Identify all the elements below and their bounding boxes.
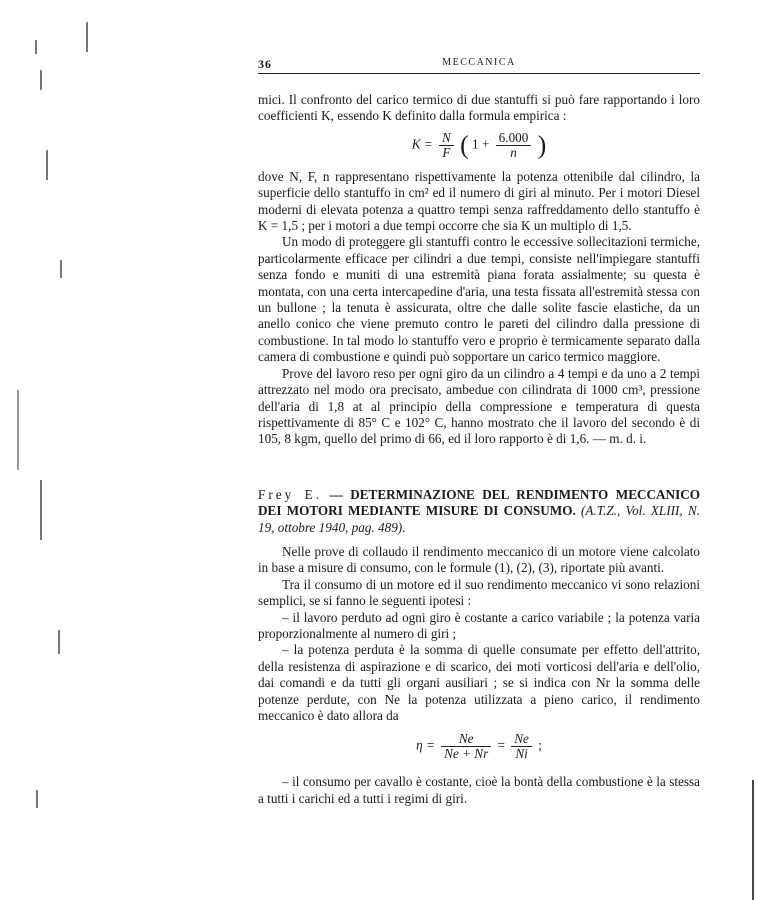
article-author: Frey E. — [258, 487, 323, 502]
formula-k-fraction: $\frac{N}{F}$ — [439, 131, 454, 160]
paragraph-tests: Prove del lavoro reso per ogni giro da un cilindro a 4 tempi e da uno a 2 tempi attrezzato nel modo ora precisato, ambedue con cilindrata di 1000 cm³, pressione dell'aria di 1,8 at al principio della compressione e temperatura di questa rispettivamente di 85° C e 102° C, hanno mostrato che il lavoro del secondo è di 105, 8 kgm, quello del primo di 66, ed il loro rapporto è di 1,6. — m. d. i. — [258, 365, 700, 447]
scan-mark — [46, 150, 48, 180]
article-heading — [258, 487, 700, 536]
page-edge — [752, 780, 754, 900]
formula-k: K = $\frac{N}{F}$ ( 1 + $\frac{6.000}{n}$ ) — [411, 129, 547, 160]
paragraph-protection: Un modo di proteggere gli stantuffi contro le eccessive sollecitazioni termiche, particolarmente efficace per cilindri a due tempi, consiste nell'impiegare stantuffi senza fondo e muniti di una estremità piana forata assialmente; su questa è montata, con una certa intercapedine d'aria, una testa fissata all'estremità stessa con un bullone ; la tenuta è assicurata, oltre che dalle solite fascie elastiche, da un anello conico che viene premuto contro le pareti del cilindro dalla pressione di combustione. In tal modo lo stantuffo vero e proprio è termicamente separato dalla camera di combustione e quindi può sopportare un carico termico maggiore. — [258, 234, 700, 365]
paragraph-relations: Tra il consumo di un motore ed il suo rendimento meccanico vi sono relazioni semplici, se si fanno le seguenti ipotesi : — [258, 576, 700, 609]
scan-mark — [58, 630, 60, 654]
text-block-1 — [258, 92, 700, 448]
text-block-2 — [258, 544, 700, 807]
scan-mark — [36, 790, 38, 808]
paragraph-collaudo: Nelle prove di collaudo il rendimento meccanico di un motore viene calcolato in base a misure di consumo, con le formule (1), (2), (3), riportate più avanti. — [258, 544, 700, 576]
scan-mark — [35, 40, 37, 54]
formula-k-lhs: K = — [411, 136, 433, 152]
paragraph-hypothesis-1: – il lavoro perduto ad ogni giro è costante a carico variabile ; la potenza varia proporzionalmente al numero di giri ; — [258, 609, 700, 642]
scan-mark — [17, 390, 19, 470]
paragraph-intro: mici. Il confronto del carico termico di due stantuffi si può fare rapportando i loro coefficienti K, essendo K definito dalla formula empirica : — [258, 92, 700, 124]
article-title: — DETERMINAZIONE DEL RENDIMENTO MECCANICO DEI MOTORI MEDIANTE MISURE DI CONSUMO. — [258, 487, 700, 519]
scan-mark — [40, 70, 42, 90]
scan-mark — [40, 480, 42, 540]
page-number: 36 — [258, 57, 272, 71]
paragraph-hypothesis-2: – la potenza perduta è la somma di quelle consumate per effetto dell'attrito, della resistenza di aspirazione e di scarico, dei moti vorticosi dell'aria e dell'olio, dai comandi e da tutti gli organi ausiliari ; se si indica con Nr la somma delle potenze perdute, con Ne la potenza utilizzata a pieno carico, il rendimento meccanico è dato allora da — [258, 642, 700, 724]
formula-eta-fraction-1: $\frac{Ne}{Ne + Nr}$ — [441, 732, 491, 761]
scan-mark — [86, 22, 88, 52]
formula-eta-fraction-2: $\frac{Ne}{Ni}$ — [511, 732, 532, 761]
running-title: MECCANICA — [442, 57, 516, 68]
scan-mark — [60, 260, 62, 278]
formula-eta: η = $\frac{Ne}{Ne + Nr}$ = $\frac{Ne}{Ni}$ ; — [416, 731, 542, 762]
paragraph-definitions: dove N, F, n rappresentano rispettivamente la potenza ottenibile dal cilindro, la superficie dello stantuffo in cm² ed il numero di giri al minuto. Per i motori Diesel moderni di elevata potenza a quattro tempi senza raffreddamento dello stantuffo è K = 1,5 ; per i motori a due tempi occorre che sia K un multiplo di 1,5. — [258, 168, 700, 234]
formula-eta-lhs: η = — [416, 738, 435, 753]
paragraph-hypothesis-3: – il consumo per cavallo è costante, cioè la bontà della combustione è la stessa a tutti i carichi ed a tutti i regimi di giri. — [258, 774, 700, 806]
running-header — [258, 57, 700, 74]
article-source: (A.T.Z., Vol. XLIII, N. 19, ottobre 1940, pag. 489). — [258, 503, 700, 535]
formula-k-inner-fraction: $\frac{6.000}{n}$ — [496, 131, 532, 160]
